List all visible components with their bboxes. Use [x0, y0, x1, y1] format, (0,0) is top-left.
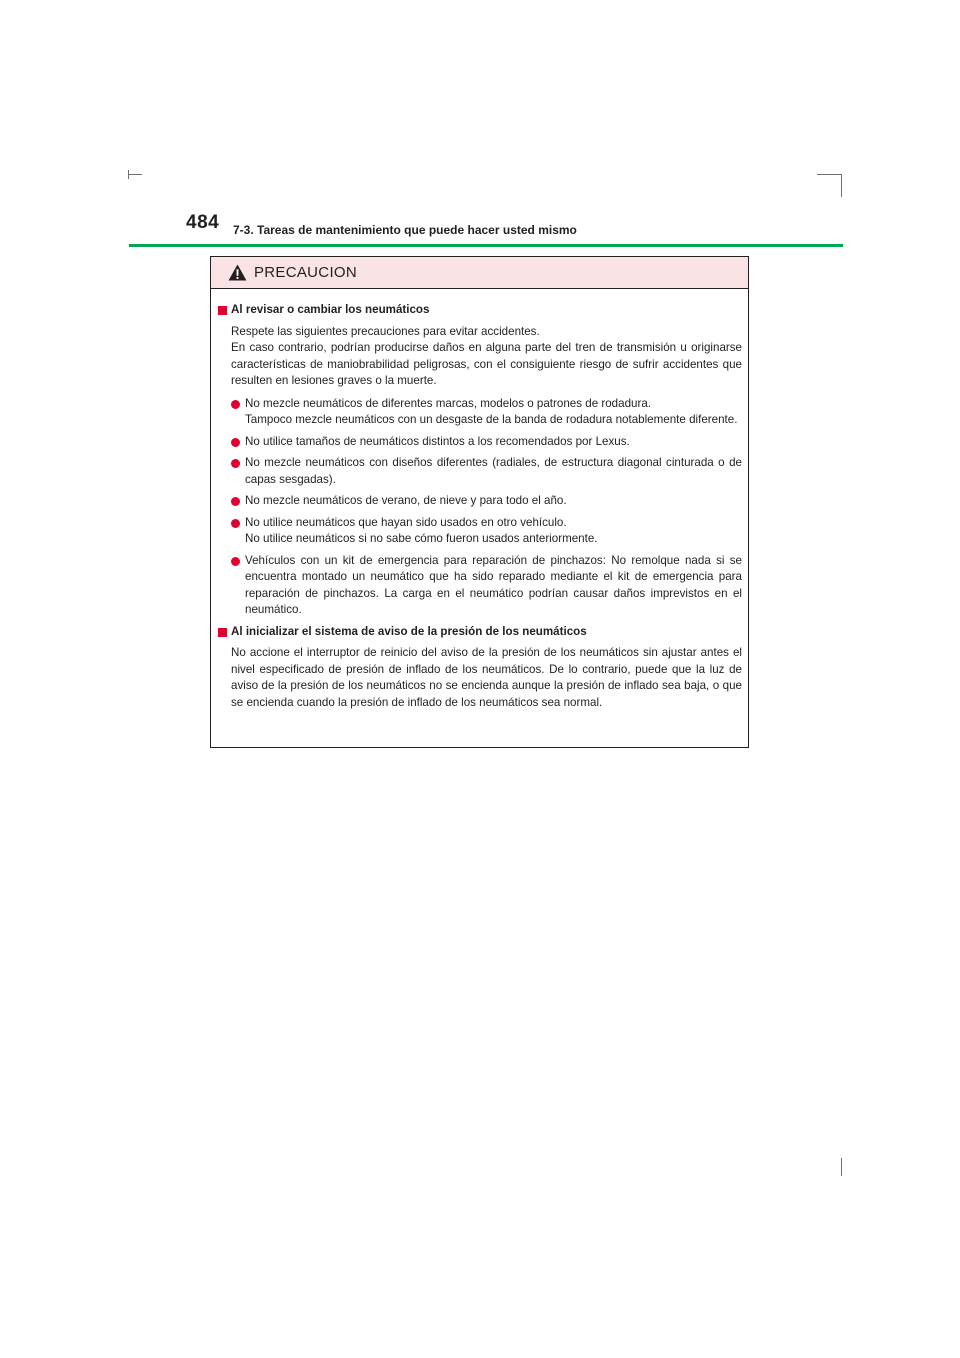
section-title: 7-3. Tareas de mantenimiento que puede hacer usted mismo: [233, 223, 577, 237]
page-number: 484: [186, 212, 220, 233]
section-intro: [231, 324, 742, 390]
list-item: [231, 493, 742, 510]
page-header: [186, 212, 846, 242]
bullet-text: No utilice tamaños de neumáticos distintos a los recomendados por Lexus.: [245, 434, 630, 448]
section-heading: [218, 624, 742, 641]
list-item: [231, 434, 742, 451]
caution-body: [211, 289, 748, 711]
bullet-text: No mezcle neumáticos de verano, de nieve y para todo el año.: [245, 494, 567, 507]
bullet-text: No mezcle neumáticos de diferentes marcas, modelos o patrones de rodadura.: [245, 396, 651, 410]
bullet-text: No utilice neumáticos si no sabe cómo fueron usados anteriormente.: [245, 532, 598, 545]
bullet-text: Vehículos con un kit de emergencia para reparación de pinchazos: No remolque nada si se encuentra montado un neumático que ha sido reparado mediante el kit de emergencia para reparación de pinchazos. La carga en el neumático podrían causar daños imprevistos en el neumático.: [245, 553, 742, 616]
round-bullet-icon: [231, 557, 240, 566]
list-item: [231, 396, 742, 429]
crop-mark-bottom-right-v: [841, 1158, 842, 1176]
crop-mark-top-right-h: [817, 174, 842, 175]
list-item: [231, 553, 742, 619]
round-bullet-icon: [231, 519, 240, 528]
crop-mark-top-right-v: [841, 174, 842, 197]
crop-mark-top-left-h: [128, 174, 142, 175]
round-bullet-icon: [231, 459, 240, 468]
caution-box: [210, 256, 749, 748]
caution-header: [211, 257, 748, 289]
section-intro: [231, 645, 742, 711]
intro-line: No accione el interruptor de reinicio del aviso de la presión de los neumáticos sin ajustar antes el nivel especificado de presión de inflado de los neumáticos. De lo contrario, puede que la luz de aviso de la presión de los neumáticos no se encienda aunque la presión de inflado sea baja, o que se encienda cuando la presión de inflado de los neumáticos sea normal.: [231, 646, 742, 709]
round-bullet-icon: [231, 497, 240, 506]
list-item: [231, 515, 742, 548]
crop-mark-top-left-v: [128, 170, 129, 179]
bullet-list: [231, 396, 742, 619]
square-bullet-icon: [218, 306, 227, 315]
section-heading: [218, 302, 742, 319]
square-bullet-icon: [218, 628, 227, 637]
header-rule: [129, 244, 843, 247]
bullet-text: No utilice neumáticos que hayan sido usados en otro vehículo.: [245, 515, 567, 529]
section-heading-text: Al inicializar el sistema de aviso de la presión de los neumáticos: [231, 624, 587, 638]
bullet-text: Tampoco mezcle neumáticos con un desgaste de la banda de rodadura notablemente diferente.: [245, 413, 738, 426]
warning-triangle-icon: [228, 264, 247, 281]
caution-title: PRECAUCION: [254, 264, 358, 281]
list-item: [231, 455, 742, 488]
bullet-text: No mezcle neumáticos con diseños diferentes (radiales, de estructura diagonal cinturada o de capas sesgadas).: [245, 456, 742, 486]
section-heading-text: Al revisar o cambiar los neumáticos: [231, 303, 430, 316]
round-bullet-icon: [231, 400, 240, 409]
round-bullet-icon: [231, 438, 240, 447]
intro-line: En caso contrario, podrían producirse daños en alguna parte del tren de transmisión u originarse características de maniobrabilidad peligrosas, con el consiguiente riesgo de sufrir accidentes que resulten en lesiones graves o la muerte.: [231, 341, 742, 387]
intro-line: Respete las siguientes precauciones para evitar accidentes.: [231, 324, 540, 338]
